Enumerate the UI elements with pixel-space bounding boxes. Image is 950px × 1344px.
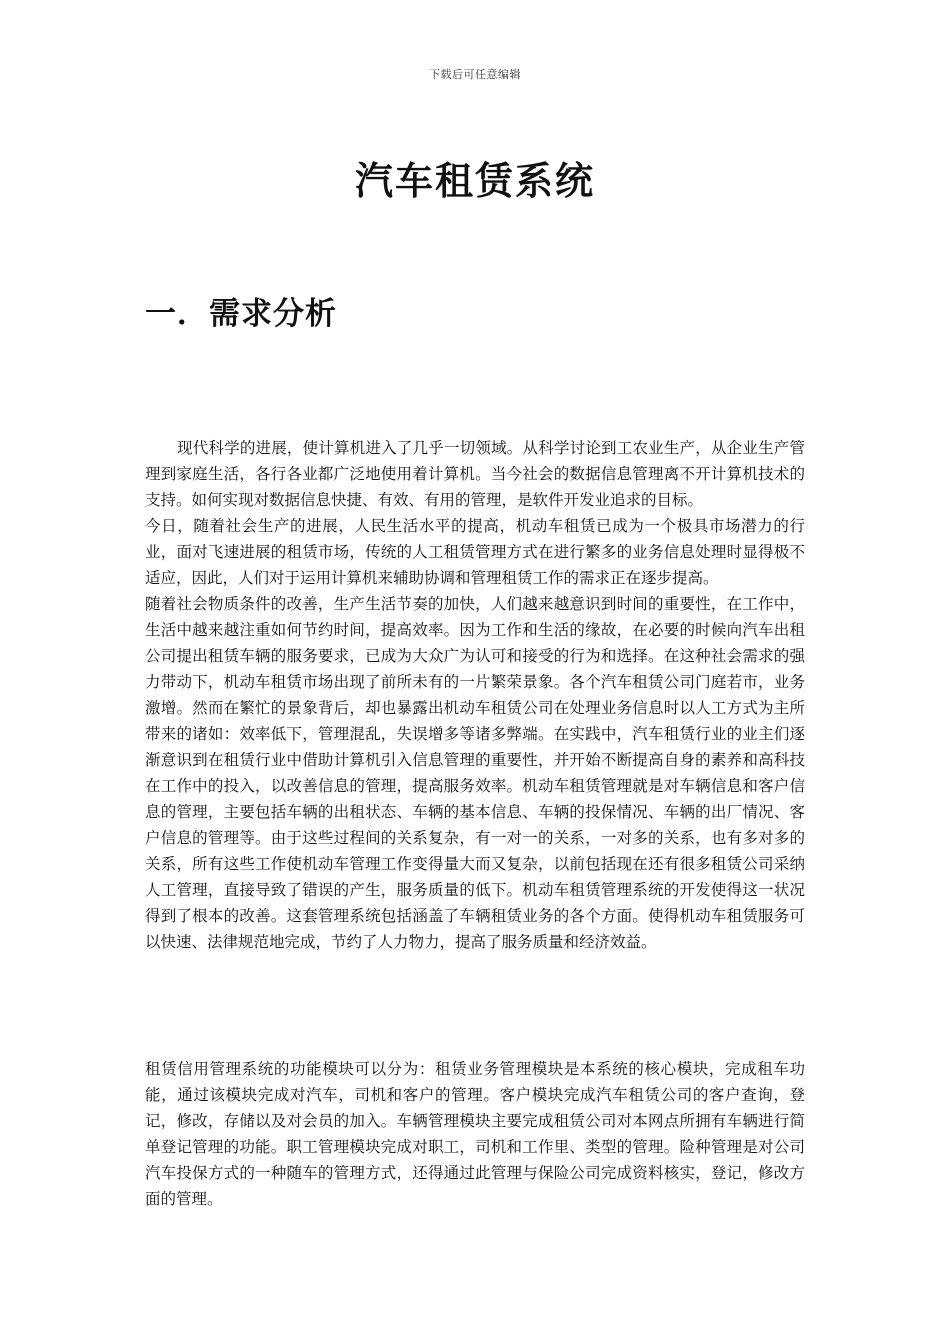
document-title: 汽车租赁系统 <box>354 158 595 203</box>
header-note: 下载后可任意编辑 <box>429 68 521 81</box>
paragraph-intro: 现代科学的进展，使计算机进入了几乎一切领域。从科学讨论到工农业生产，从企业生产管理到家庭生活，各行各业都广泛地使用着计算机。当今社会的数据信息管理离不开计算机技术的支持。如何实现对数据信息快捷、有效、有用的管理，是软件开发业追求的目标。 <box>145 439 805 509</box>
body-text-block-modules <box>145 1056 805 1212</box>
paragraph-background: 随着社会物质条件的改善，生产生活节奏的加快，人们越来越意识到时间的重要性，在工作中，生活中越来越注重如何节约时间，提高效率。因为工作和生活的缘故，在必要的时候向汽车出租公司提出租赁车辆的服务要求，已成为大众广为认可和接受的行为和选择。在这种社会需求的强力带动下，机动车租赁市场出现了前所未有的一片繁荣景象。各个汽车租赁公司门庭若市，业务激增。然而在繁忙的景象背后，却也暴露出机动车租赁公司在处理业务信息时以人工方式为主所带来的诸如：效率低下，管理混乱，失误增多等诸多弊端。在实践中，汽车租赁行业的业主们逐渐意识到在租赁行业中借助计算机引入信息管理的重要性，并开始不断提高自身的素养和高科技在工作中的投入，以改善信息的管理，提高服务效率。机动车租赁管理就是对车辆信息和客户信息的管理，主要包括车辆的出租状态、车辆的基本信息、车辆的投保情况、车辆的出厂情况、客户信息的管理等。由于这些过程间的关系复杂，有一对一的关系，一对多的关系，也有多对多的关系，所有这些工作使机动车管理工作变得量大而又复杂，以前包括现在还有很多租赁公司采纳人工管理，直接导致了错误的产生，服务质量的低下。机动车租赁管理系统的开发使得这一状况得到了根本的改善。这套管理系统包括涵盖了车辆租赁业务的各个方面。使得机动车租赁服务可以快速、法律规范地完成，节约了人力物力，提高了服务质量和经济效益。 <box>145 595 805 951</box>
body-text-block <box>145 435 805 955</box>
paragraph-modules: 租赁信用管理系统的功能模块可以分为：租赁业务管理模块是本系统的核心模块，完成租车功能，通过该模块完成对汽车，司机和客户的管理。客户模块完成汽车租赁公司的客户查询，登记，修改，存储以及对会员的加入。车辆管理模块主要完成租赁公司对本网点所拥有车辆进行简单登记管理的功能。职工管理模块完成对职工，司机和工作里、类型的管理。险种管理是对公司汽车投保方式的一种随车的管理方式，还得通过此管理与保险公司完成资料核实，登记，修改方面的管理。 <box>145 1060 805 1208</box>
paragraph-market: 今日，随着社会生产的进展，人民生活水平的提高，机动车租赁已成为一个极具市场潜力的行业，面对飞速进展的租赁市场，传统的人工租赁管理方式在进行繁多的业务信息处理时显得极不适应，因此，人们对于运用计算机来辅助协调和管理租赁工作的需求正在逐步提高。 <box>145 517 805 587</box>
section-heading: 一．需求分析 <box>145 296 337 332</box>
